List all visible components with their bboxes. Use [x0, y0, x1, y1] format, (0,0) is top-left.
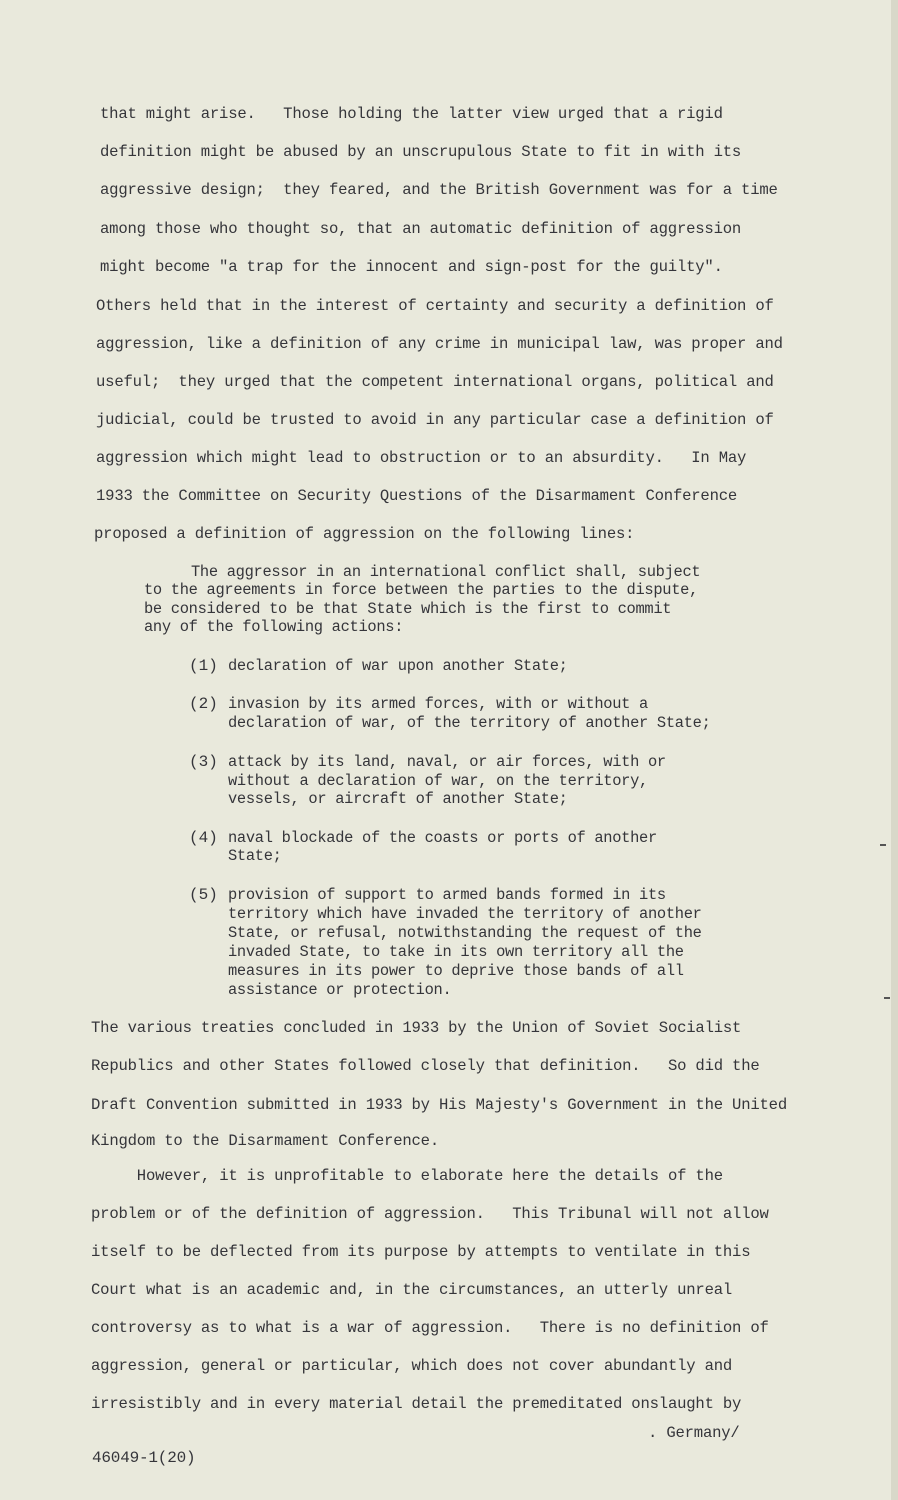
text-line: The various treaties concluded in 1933 by the Union of Soviet Socialist — [91, 1019, 742, 1037]
text-line: irresistibly and in every material detail the premeditated onslaught by — [91, 1395, 742, 1413]
text-line: 1933 the Committee on Security Questions of the Disarmament Conference — [96, 487, 738, 505]
text-line: Draft Convention submitted in 1933 by His Majesty's Government in the United — [91, 1096, 787, 1114]
text-line: Republics and other States followed closely that definition. So did the — [91, 1057, 760, 1075]
text-line: aggressive design; they feared, and the British Government was for a time — [100, 181, 778, 199]
action-line: assistance or protection. — [228, 981, 452, 999]
action-line: declaration of war, of the territory of another State; — [228, 714, 711, 732]
action-line: naval blockade of the coasts or ports of another — [228, 829, 657, 847]
quote-line: to the agreements in force between the parties to the dispute, — [144, 581, 699, 599]
text-line: definition might be abused by an unscrupulous State to fit in with its — [100, 143, 742, 161]
action-line: vessels, or aircraft of another State; — [228, 790, 568, 808]
quote-line: any of the following actions: — [144, 618, 404, 636]
margin-mark — [880, 844, 886, 846]
quote-line: be considered to be that State which is the first to commit — [144, 600, 672, 618]
text-line: proposed a definition of aggression on the following lines: — [94, 525, 635, 543]
text-line: However, it is unprofitable to elaborate here the details of the — [91, 1167, 723, 1185]
action-number: (4) — [189, 829, 218, 847]
text-line: judicial, could be trusted to avoid in any particular case a definition of — [96, 411, 774, 429]
action-line: invasion by its armed forces, with or without a — [228, 695, 648, 713]
margin-mark — [884, 997, 890, 999]
quote-line: The aggressor in an international conflict shall, subject — [191, 563, 701, 581]
action-number: (2) — [189, 695, 218, 713]
text-line: that might arise. Those holding the latter view urged that a rigid — [100, 105, 723, 123]
action-line: attack by its land, naval, or air forces, with or — [228, 753, 666, 771]
action-line: territory which have invaded the territory of another — [228, 905, 702, 923]
action-line: provision of support to armed bands formed in its — [228, 886, 666, 904]
action-line: without a declaration of war, on the territory, — [228, 772, 648, 790]
text-line: Kingdom to the Disarmament Conference. — [91, 1132, 439, 1150]
text-line: itself to be deflected from its purpose by attempts to ventilate in this — [91, 1243, 751, 1261]
page-edge-shadow — [891, 0, 898, 1500]
action-line: State, or refusal, notwithstanding the request of the — [228, 924, 702, 942]
text-line: among those who thought so, that an automatic definition of aggression — [100, 220, 742, 238]
text-line: aggression, like a definition of any crime in municipal law, was proper and — [96, 335, 783, 353]
text-line: aggression which might lead to obstruction or to an absurdity. In May — [96, 449, 747, 467]
catchword: . Germany/ — [648, 1424, 740, 1442]
text-line: aggression, general or particular, which does not cover abundantly and — [91, 1357, 733, 1375]
footer-code: 46049-1(20) — [92, 1449, 196, 1467]
text-line: Court what is an academic and, in the circumstances, an utterly unreal — [91, 1281, 733, 1299]
action-number: (3) — [189, 753, 218, 771]
action-line: invaded State, to take in its own territory all the — [228, 943, 684, 961]
action-number: (5) — [189, 886, 218, 904]
action-number: (1) — [189, 657, 218, 675]
text-line: problem or of the definition of aggression. This Tribunal will not allow — [91, 1205, 769, 1223]
action-line: State; — [228, 847, 282, 865]
text-line: might become "a trap for the innocent and sign-post for the guilty". — [100, 258, 723, 276]
action-line: declaration of war upon another State; — [228, 657, 568, 675]
text-line: Others held that in the interest of certainty and security a definition of — [96, 297, 774, 315]
text-line: controversy as to what is a war of aggression. There is no definition of — [91, 1319, 769, 1337]
action-line: measures in its power to deprive those bands of all — [228, 962, 684, 980]
text-line: useful; they urged that the competent international organs, political and — [96, 373, 774, 391]
